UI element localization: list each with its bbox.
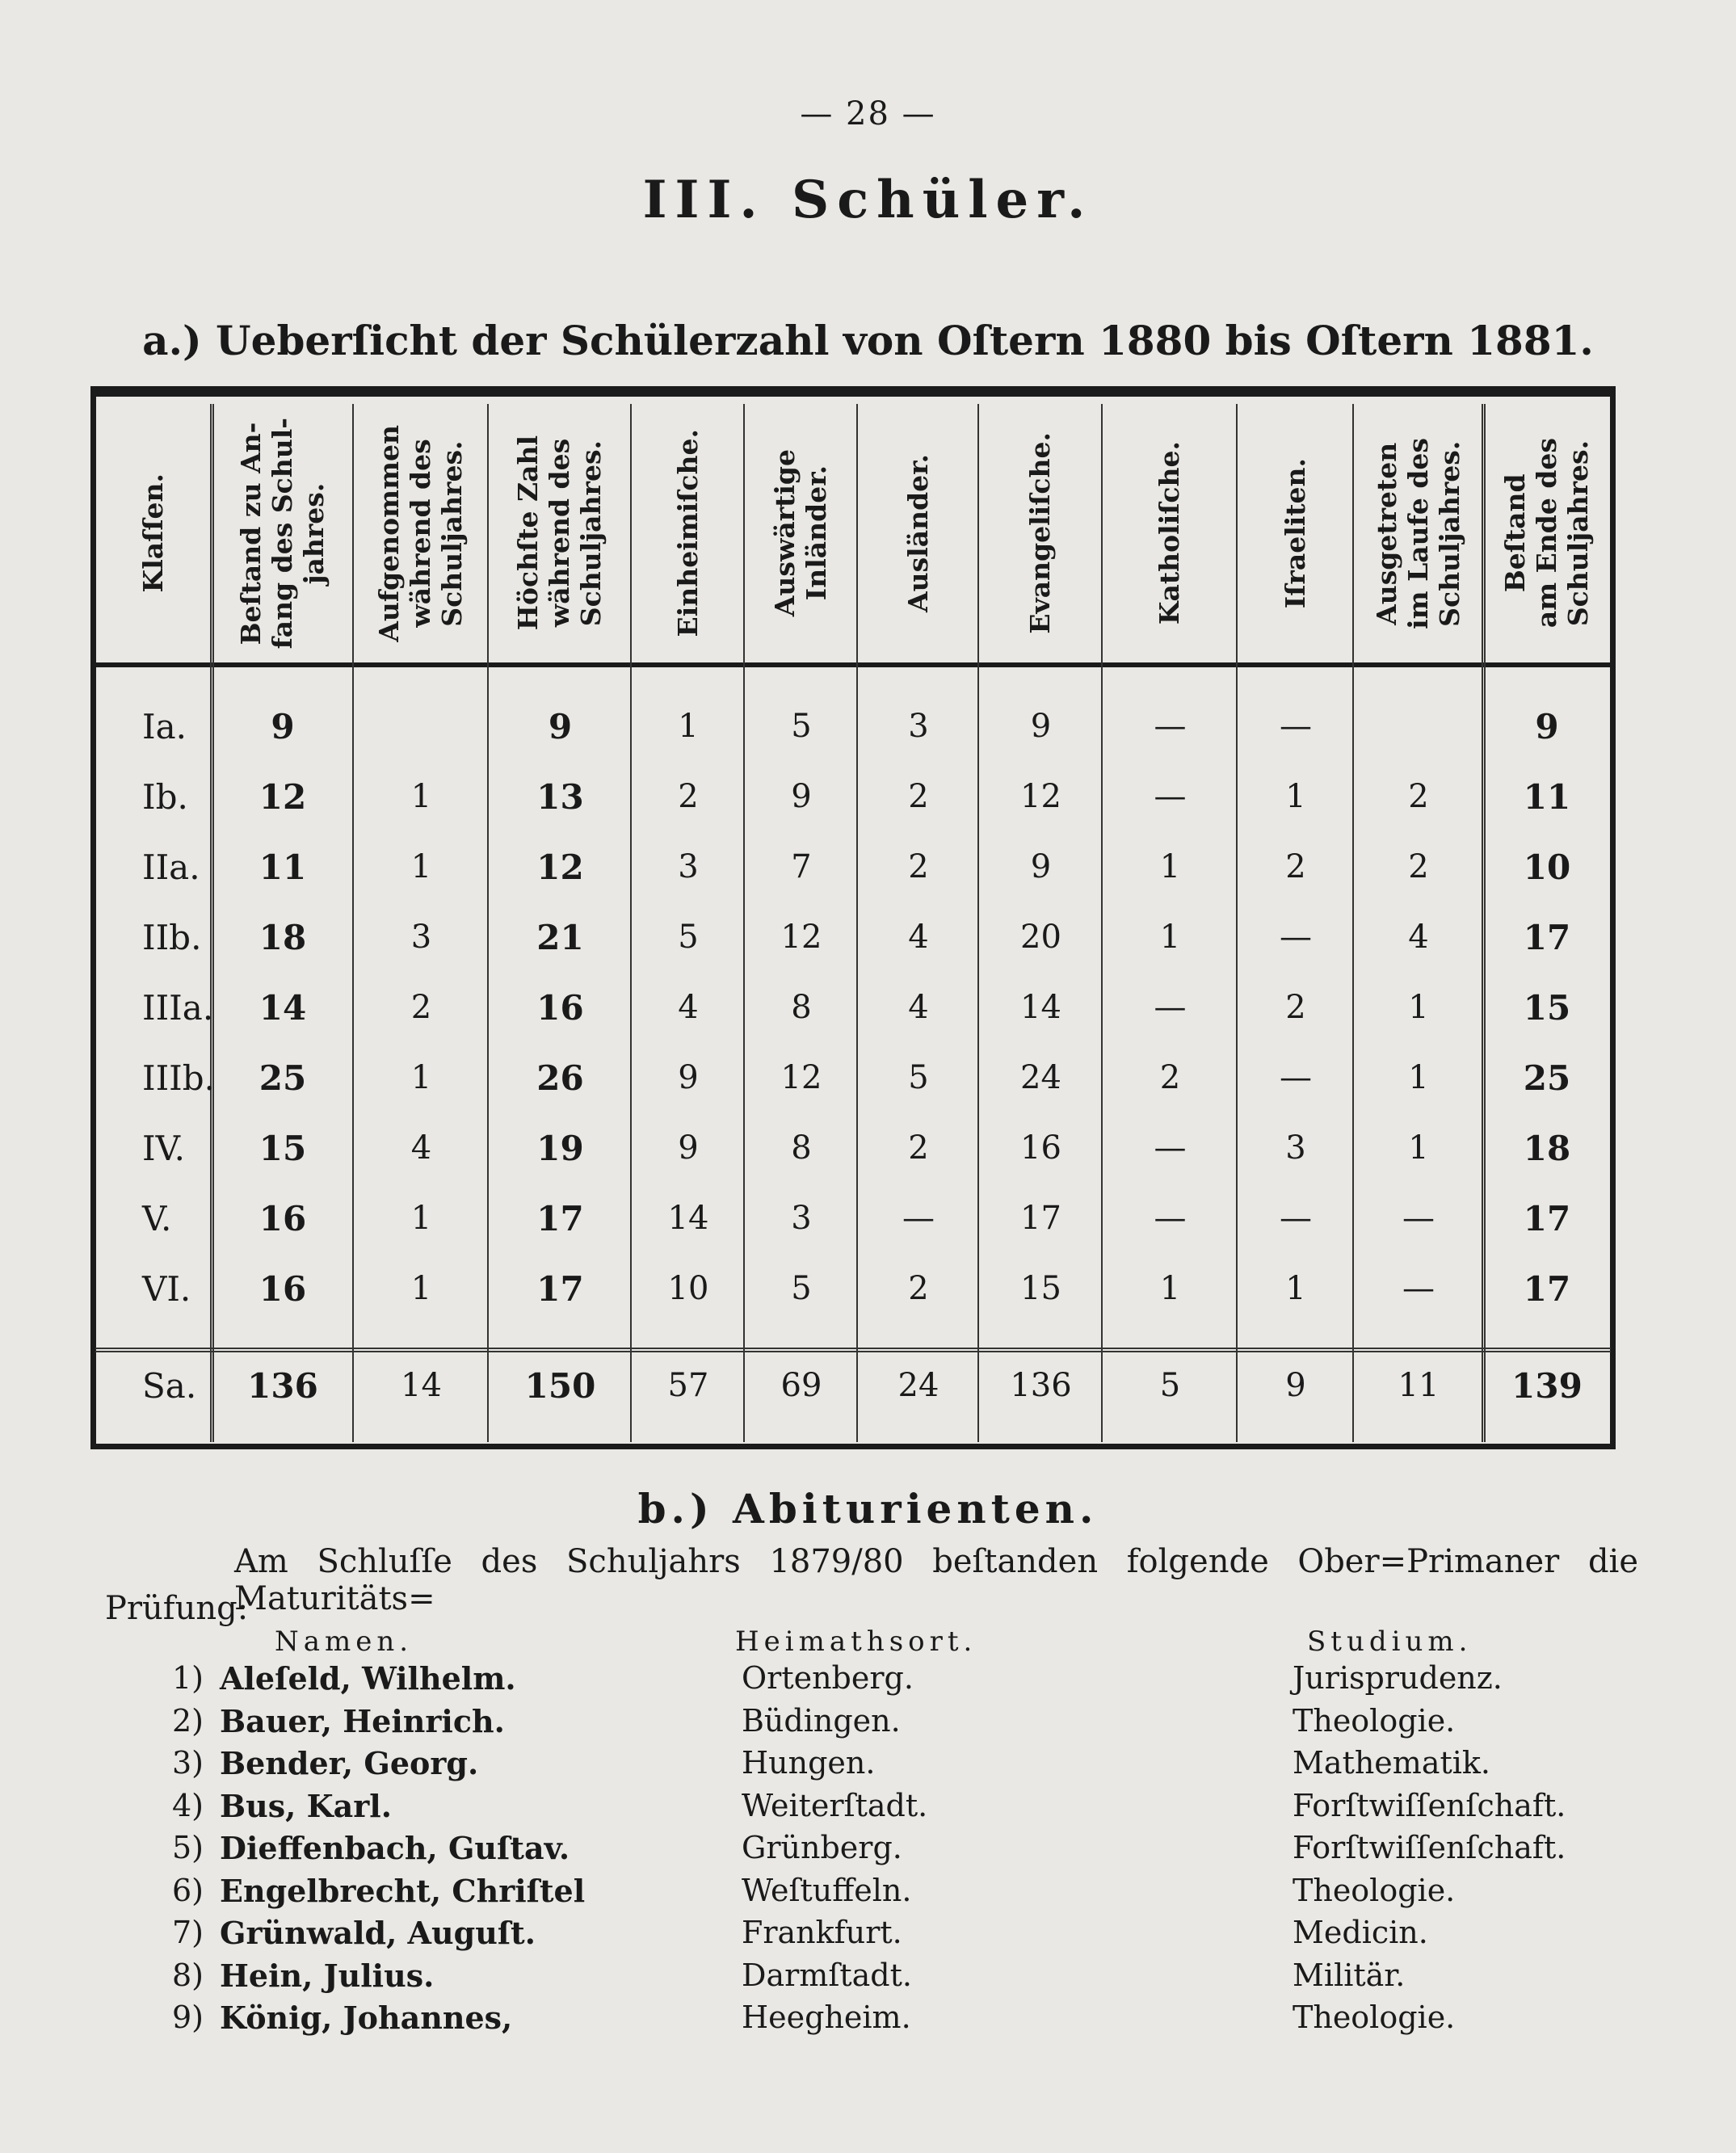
total-row-cell: 139 xyxy=(1511,1365,1583,1406)
graduate-name: Hein, Julius. xyxy=(220,1957,435,1994)
class-row-cell: 2 xyxy=(908,1270,929,1307)
class-row-cell: 1 xyxy=(1159,1270,1181,1307)
class-row-cell: 11 xyxy=(259,847,307,887)
class-row-cell xyxy=(1354,692,1483,761)
class-row-cell: 3 xyxy=(678,848,699,885)
class-row-label: IIa. xyxy=(142,847,200,887)
list-item xyxy=(0,1957,1736,2000)
class-row-cell: 17 xyxy=(1523,917,1571,957)
list-item xyxy=(0,1830,1736,1872)
graduate-hometown: Frankfurt. xyxy=(742,1915,902,1950)
class-row-cell: 12 xyxy=(1020,778,1061,815)
class-row-label: Ib. xyxy=(142,776,188,817)
class-row-cell: 3 xyxy=(791,1200,812,1237)
graduate-number: 2) xyxy=(171,1702,204,1739)
class-row-cell: — xyxy=(1154,989,1187,1026)
graduate-name: Grünwald, Auguſt. xyxy=(220,1915,536,1951)
class-row-cell: 17 xyxy=(536,1198,584,1238)
column-header-label: Ausländer. xyxy=(902,453,934,612)
class-row-cell: 8 xyxy=(791,1129,812,1167)
class-row-cell: 12 xyxy=(536,847,584,887)
graduate-number: 4) xyxy=(171,1787,204,1823)
class-row-label: VI. xyxy=(142,1268,191,1309)
total-row-cell: 57 xyxy=(667,1367,709,1404)
class-row-cell: 16 xyxy=(259,1268,307,1309)
class-row-cell: — xyxy=(1154,1200,1187,1237)
class-row-cell: 2 xyxy=(678,778,699,815)
class-row-cell xyxy=(354,692,489,761)
graduate-study: Mathematik. xyxy=(1293,1745,1491,1781)
class-row-cell: 9 xyxy=(1030,708,1052,745)
total-row-cell: 69 xyxy=(780,1367,822,1404)
graduate-name: Engelbrecht, Chriſtel xyxy=(220,1872,586,1909)
class-row-cell: 3 xyxy=(908,708,929,745)
total-row-cell: 136 xyxy=(1010,1367,1072,1404)
intro-text: Am Schluſſe des Schuljahrs 1879/80 beſtanden folgende Ober=Primaner die Maturitäts= xyxy=(234,1543,1639,1617)
total-row-cell: 5 xyxy=(1159,1367,1181,1404)
class-row-cell: 17 xyxy=(1020,1200,1061,1237)
total-row-cell: 24 xyxy=(897,1367,939,1404)
class-row-label: IIIb. xyxy=(142,1058,216,1098)
graduate-number: 3) xyxy=(171,1745,204,1781)
class-row-cell: 25 xyxy=(1523,1058,1571,1098)
graduate-hometown: Weiterſtadt. xyxy=(742,1787,928,1823)
class-row-label: IIIa. xyxy=(142,987,214,1028)
total-row-cell: 136 xyxy=(247,1365,318,1406)
class-row-cell: 4 xyxy=(908,919,929,956)
class-row-cell: 5 xyxy=(678,919,699,956)
class-row-cell: 3 xyxy=(410,919,432,956)
graduate-name: Bender, Georg. xyxy=(220,1745,479,1781)
column-header xyxy=(354,408,489,658)
class-row-cell: 5 xyxy=(908,1059,929,1096)
graduate-hometown: Büdingen. xyxy=(742,1702,901,1739)
class-row-cell: 2 xyxy=(908,778,929,815)
class-row-cell: — xyxy=(1402,1200,1435,1237)
class-row-cell: — xyxy=(1154,1129,1187,1167)
class-row-cell: 2 xyxy=(908,1129,929,1167)
class-row-cell: 2 xyxy=(410,989,432,1026)
list-item xyxy=(0,1703,1736,1745)
column-header-label: Klaſſen. xyxy=(137,473,169,593)
class-row-cell: 1 xyxy=(1408,1129,1429,1167)
list-item xyxy=(0,1788,1736,1830)
page-number: — 28 — xyxy=(800,95,936,132)
class-row-cell: 12 xyxy=(259,776,307,817)
graduate-number: 5) xyxy=(171,1830,204,1865)
class-row-cell: 19 xyxy=(536,1128,584,1168)
class-row-cell: 9 xyxy=(678,1129,699,1167)
class-row-cell: 1 xyxy=(678,708,699,745)
class-row-cell: 9 xyxy=(1535,706,1559,746)
column-header-label: Iſraeliten. xyxy=(1279,457,1311,609)
class-row-cell: 8 xyxy=(791,989,812,1026)
column-header xyxy=(632,408,745,658)
graduate-hometown: Ortenberg. xyxy=(742,1660,914,1696)
graduate-number: 1) xyxy=(171,1660,204,1696)
class-row-cell: 12 xyxy=(780,919,822,956)
class-row-cell: 16 xyxy=(536,987,584,1028)
class-row-cell: 1 xyxy=(1285,778,1306,815)
class-row-cell: 1 xyxy=(410,778,432,815)
class-row-label: IIb. xyxy=(142,917,202,957)
column-header xyxy=(489,408,632,658)
class-row-cell: 4 xyxy=(908,989,929,1026)
class-row-cell: 2 xyxy=(1408,778,1429,815)
class-row-cell: — xyxy=(1154,708,1187,745)
column-header xyxy=(1238,408,1354,658)
total-row-cell: 150 xyxy=(524,1365,596,1406)
class-row-cell: 1 xyxy=(1408,1059,1429,1096)
table-title: a.) Ueberſicht der Schülerzahl von Oſtern 1880 bis Oſtern 1881. xyxy=(142,317,1594,364)
class-row-cell: — xyxy=(1154,778,1187,815)
column-header-label: Evangeliſche. xyxy=(1024,432,1057,634)
column-header xyxy=(212,408,354,658)
class-row-cell: — xyxy=(1280,1200,1312,1237)
graduate-study: Theologie. xyxy=(1293,1872,1456,1908)
graduate-hometown: Hungen. xyxy=(742,1745,876,1781)
class-row-cell: 16 xyxy=(259,1198,307,1238)
class-row-cell: 18 xyxy=(259,917,307,957)
column-header-label: Beſtand zu An- fang des Schul- jahres. xyxy=(234,417,330,650)
class-row-cell: 3 xyxy=(1285,1129,1306,1167)
class-row-cell: 1 xyxy=(1285,1270,1306,1307)
class-row-label: V. xyxy=(142,1198,172,1238)
class-row-label: Ia. xyxy=(142,706,187,746)
graduate-number: 6) xyxy=(171,1872,204,1908)
graduate-name: Bauer, Heinrich. xyxy=(220,1702,505,1739)
class-row-cell: 16 xyxy=(1020,1129,1061,1167)
class-row-cell: 14 xyxy=(259,987,307,1028)
class-row-cell: 21 xyxy=(536,917,584,957)
class-row-cell: 24 xyxy=(1020,1059,1061,1096)
class-row-cell: 15 xyxy=(1523,987,1571,1028)
graduate-study: Medicin. xyxy=(1293,1915,1428,1950)
list-item xyxy=(0,1745,1736,1787)
column-header-label: Einheimiſche. xyxy=(671,429,704,637)
class-row-label: IV. xyxy=(142,1128,185,1168)
graduate-study: Theologie. xyxy=(1293,2000,1456,2035)
class-row-cell: 2 xyxy=(1408,848,1429,885)
class-row-cell: 14 xyxy=(1020,989,1061,1026)
class-row-cell: 17 xyxy=(536,1268,584,1309)
graduate-name: Aleſeld, Wilhelm. xyxy=(220,1660,516,1697)
class-row-cell: — xyxy=(1402,1270,1435,1307)
class-row-cell: — xyxy=(1280,1059,1312,1096)
class-row-cell: 25 xyxy=(259,1058,307,1098)
graduate-study: Jurisprudenz. xyxy=(1293,1660,1503,1696)
graduate-number: 9) xyxy=(171,2000,204,2035)
class-row-cell: 9 xyxy=(1030,848,1052,885)
header-divider xyxy=(95,662,1611,667)
graduate-study: Theologie. xyxy=(1293,1702,1456,1739)
column-header xyxy=(1103,408,1238,658)
section-title: III. Schüler. xyxy=(642,170,1094,230)
graduate-name: Dieffenbach, Guſtav. xyxy=(220,1830,570,1866)
column-header xyxy=(979,408,1103,658)
class-row-cell: 9 xyxy=(548,706,573,746)
class-row-cell: 2 xyxy=(1159,1059,1181,1096)
column-header-label: Beſtand am Ende des Schuljahres. xyxy=(1499,438,1594,629)
column-header-label: Auswärtige Inländer. xyxy=(769,449,832,617)
class-row-cell: 9 xyxy=(791,778,812,815)
column-header-label: Katholiſche. xyxy=(1154,441,1186,625)
class-row-cell: 12 xyxy=(780,1059,822,1096)
column-header-label: Ausgetreten im Laufe des Schuljahres. xyxy=(1370,437,1465,629)
class-row-cell: 2 xyxy=(1285,848,1306,885)
list-item xyxy=(0,2000,1736,2042)
class-row-cell: 15 xyxy=(1020,1270,1061,1307)
class-row-cell: 7 xyxy=(791,848,812,885)
column-header xyxy=(1483,408,1611,658)
abiturienten-title: b.) Abiturienten. xyxy=(637,1485,1099,1533)
class-row-cell: — xyxy=(1280,919,1312,956)
graduate-hometown: Grünberg. xyxy=(742,1830,902,1865)
class-row-cell: 17 xyxy=(1523,1198,1571,1238)
total-row-label: Sa. xyxy=(142,1365,197,1406)
class-row-cell: 15 xyxy=(259,1128,307,1168)
class-row-cell: 10 xyxy=(667,1270,709,1307)
class-row-cell: 17 xyxy=(1523,1268,1571,1309)
column-header-label: Aufgenommen während des Schuljahres. xyxy=(373,424,468,642)
class-row-cell: 4 xyxy=(678,989,699,1026)
class-row-cell: 2 xyxy=(908,848,929,885)
class-row-cell: 1 xyxy=(1159,848,1181,885)
class-row-cell: 1 xyxy=(1408,989,1429,1026)
hometown-column-header: Heimathsort. xyxy=(735,1625,977,1658)
class-row-cell: 1 xyxy=(410,1200,432,1237)
total-row-cell: 9 xyxy=(1285,1367,1306,1404)
list-item xyxy=(0,1915,1736,1957)
class-row-cell: 1 xyxy=(1159,919,1181,956)
list-item xyxy=(0,1873,1736,1915)
column-header xyxy=(1354,408,1483,658)
class-row-cell: 4 xyxy=(1408,919,1429,956)
graduate-hometown: Heegheim. xyxy=(742,2000,911,2035)
column-header xyxy=(858,408,979,658)
class-row-cell: 10 xyxy=(1523,847,1571,887)
class-row-cell: 14 xyxy=(667,1200,709,1237)
study-column-header: Studium. xyxy=(1307,1625,1473,1658)
class-row-cell: 1 xyxy=(410,1059,432,1096)
total-row-cell: 14 xyxy=(401,1367,442,1404)
column-header xyxy=(95,408,212,658)
class-row-cell: — xyxy=(1280,708,1312,745)
names-column-header: Namen. xyxy=(275,1625,414,1658)
graduate-number: 7) xyxy=(171,1915,204,1950)
total-row-cell: 11 xyxy=(1398,1367,1440,1404)
graduate-study: Militär. xyxy=(1293,1957,1406,1993)
class-row-cell: 1 xyxy=(410,1270,432,1307)
list-item xyxy=(0,1660,1736,1702)
column-header xyxy=(745,408,858,658)
class-row-cell: 5 xyxy=(791,1270,812,1307)
graduate-name: Bus, Karl. xyxy=(220,1787,392,1824)
class-row-cell: 26 xyxy=(536,1058,584,1098)
graduate-study: Forſtwiſſenſchaft. xyxy=(1293,1830,1566,1865)
intro-text-continued: Prüfung: xyxy=(105,1590,249,1627)
class-row-cell: 9 xyxy=(271,706,295,746)
class-row-cell: 18 xyxy=(1523,1128,1571,1168)
class-row-cell: 1 xyxy=(410,848,432,885)
class-row-cell: 4 xyxy=(410,1129,432,1167)
class-row-cell: 9 xyxy=(678,1059,699,1096)
class-row-cell: — xyxy=(902,1200,935,1237)
graduate-hometown: Weſtuffeln. xyxy=(742,1872,912,1908)
graduate-name: König, Johannes, xyxy=(220,2000,513,2036)
graduate-hometown: Darmſtadt. xyxy=(742,1957,912,1993)
column-header-label: Höchſte Zahl während des Schuljahres. xyxy=(512,435,607,631)
class-row-cell: 20 xyxy=(1020,919,1061,956)
graduate-number: 8) xyxy=(171,1957,204,1993)
class-row-cell: 13 xyxy=(536,776,584,817)
class-row-cell: 11 xyxy=(1523,776,1571,817)
class-row-cell: 5 xyxy=(791,708,812,745)
graduate-study: Forſtwiſſenſchaft. xyxy=(1293,1787,1566,1823)
class-row-cell: 2 xyxy=(1285,989,1306,1026)
